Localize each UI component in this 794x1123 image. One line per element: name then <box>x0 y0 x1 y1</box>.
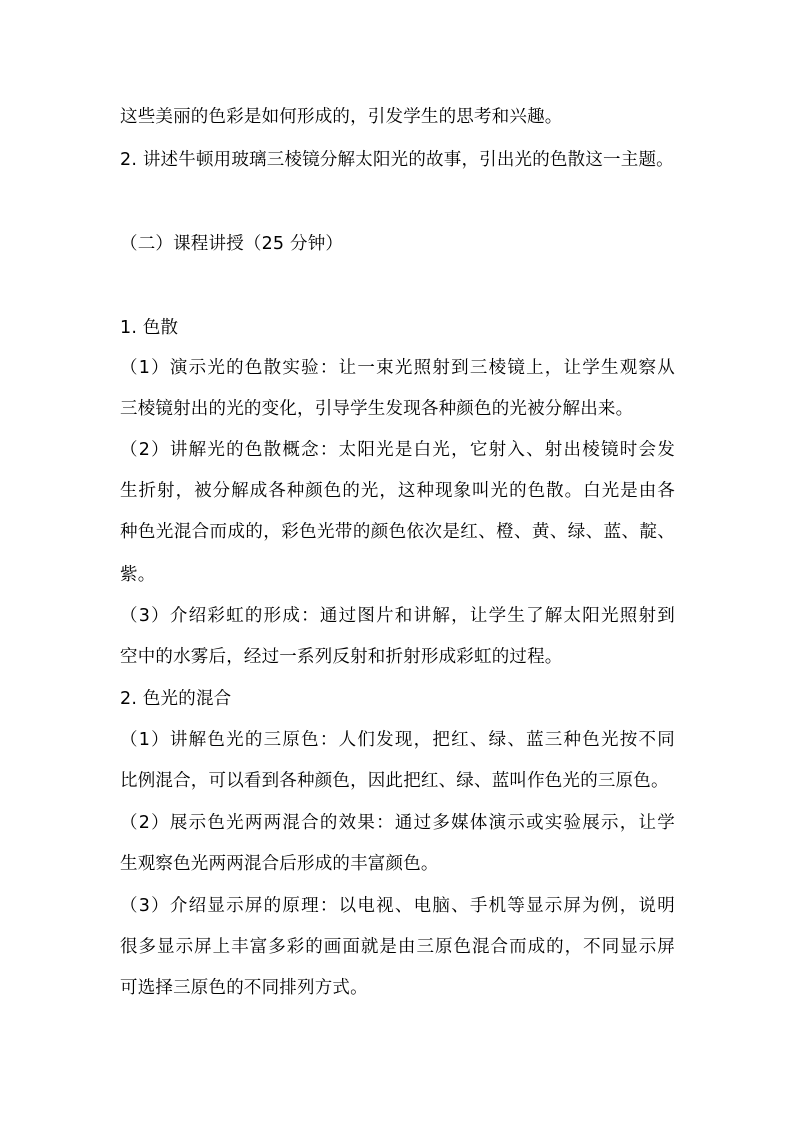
paragraph-newton-story: 2. 讲述牛顿用玻璃三棱镜分解太阳光的故事，引出光的色散这一主题。 <box>120 150 674 170</box>
paragraph-display-line-2: 很多显示屏上丰富多彩的画面就是由三原色混合而成的，不同显示屏 <box>120 937 675 957</box>
paragraph-dispersion-2-line-4: 紫。 <box>120 565 156 585</box>
paragraph-intro-continued: 这些美丽的色彩是如何形成的，引发学生的思考和兴趣。 <box>120 107 563 127</box>
paragraph-display-line-3: 可选择三原色的不同排列方式。 <box>120 978 368 998</box>
paragraph-dispersion-2-line-2: 生折射，被分解成各种颜色的光，这种现象叫光的色散。白光是由各 <box>120 481 675 501</box>
paragraph-display-line-1: （3）介绍显示屏的原理：以电视、电脑、手机等显示屏为例，说明 <box>120 896 675 916</box>
paragraph-mixing-effect-line-2: 生观察色光两两混合后形成的丰富颜色。 <box>120 854 439 874</box>
paragraph-dispersion-1-line-1: （1）演示光的色散实验：让一束光照射到三棱镜上，让学生观察从 <box>120 358 675 378</box>
section-heading-lecture: （二）课程讲授（25 分钟） <box>120 234 344 254</box>
paragraph-mixing-effect-line-1: （2）展示色光两两混合的效果：通过多媒体演示或实验展示，让学 <box>120 813 675 833</box>
paragraph-rainbow-line-2: 空中的水雾后，经过一系列反射和折射形成彩虹的过程。 <box>120 647 563 667</box>
paragraph-dispersion-2-line-3: 种色光混合而成的，彩色光带的颜色依次是红、橙、黄、绿、蓝、靛、 <box>120 522 675 542</box>
paragraph-rainbow-line-1: （3）介绍彩虹的形成：通过图片和讲解，让学生了解太阳光照射到 <box>120 606 675 626</box>
subheading-dispersion: 1. 色散 <box>120 318 179 338</box>
paragraph-primary-colors-line-2: 比例混合，可以看到各种颜色，因此把红、绿、蓝叫作色光的三原色。 <box>120 771 669 791</box>
subheading-color-mixing: 2. 色光的混合 <box>120 689 232 709</box>
paragraph-primary-colors-line-1: （1）讲解色光的三原色：人们发现，把红、绿、蓝三种色光按不同 <box>120 730 675 750</box>
paragraph-dispersion-1-line-2: 三棱镜射出的光的变化，引导学生发现各种颜色的光被分解出来。 <box>120 399 634 419</box>
paragraph-dispersion-2-line-1: （2）讲解光的色散概念：太阳光是白光，它射入、射出棱镜时会发 <box>120 440 675 460</box>
